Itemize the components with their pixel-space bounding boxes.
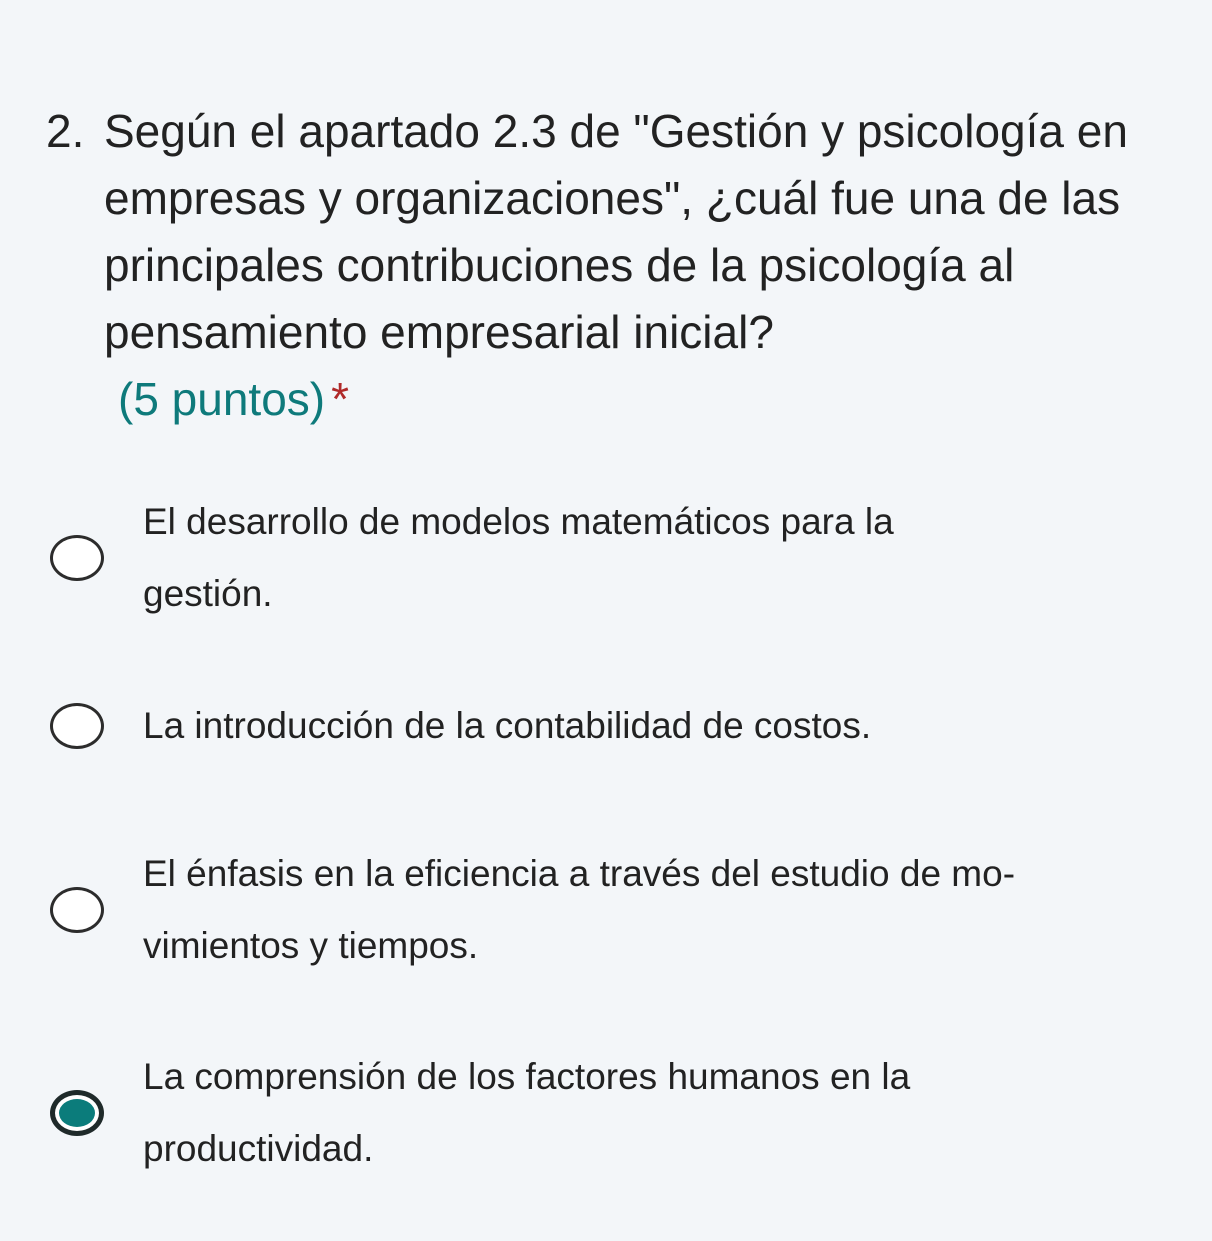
points-label: (5 puntos) [118,373,326,425]
question-title [46,98,1166,366]
question-block [46,98,1166,433]
option-label[interactable]: La comprensión de los factores humanos en la productividad. [143,1056,911,1169]
option-label[interactable]: La introducción de la contabilidad de costos. [143,705,872,746]
option-3[interactable] [50,838,1150,982]
radio-checked-icon[interactable] [50,1090,104,1136]
option-label[interactable]: El énfasis en la eficiencia a través del estudio de mo-vimientos y tiempos. [143,853,1016,966]
question-points [118,366,1166,433]
option-2[interactable] [50,690,1150,762]
option-1[interactable] [50,486,1150,630]
radio-unchecked-icon[interactable] [50,703,104,749]
option-label[interactable]: El desarrollo de modelos matemáticos para la gestión. [143,501,894,614]
option-4[interactable] [50,1041,1150,1185]
radio-unchecked-icon[interactable] [50,535,104,581]
question-number: 2. [46,105,85,157]
radio-unchecked-icon[interactable] [50,887,104,933]
required-asterisk: * [331,373,350,425]
question-text: Según el apartado 2.3 de "Gestión y psicología en empresas y organizaciones", ¿cuál fue una de las principales contribuciones de la psicología al pensamiento empresarial inicial? [104,105,1128,358]
